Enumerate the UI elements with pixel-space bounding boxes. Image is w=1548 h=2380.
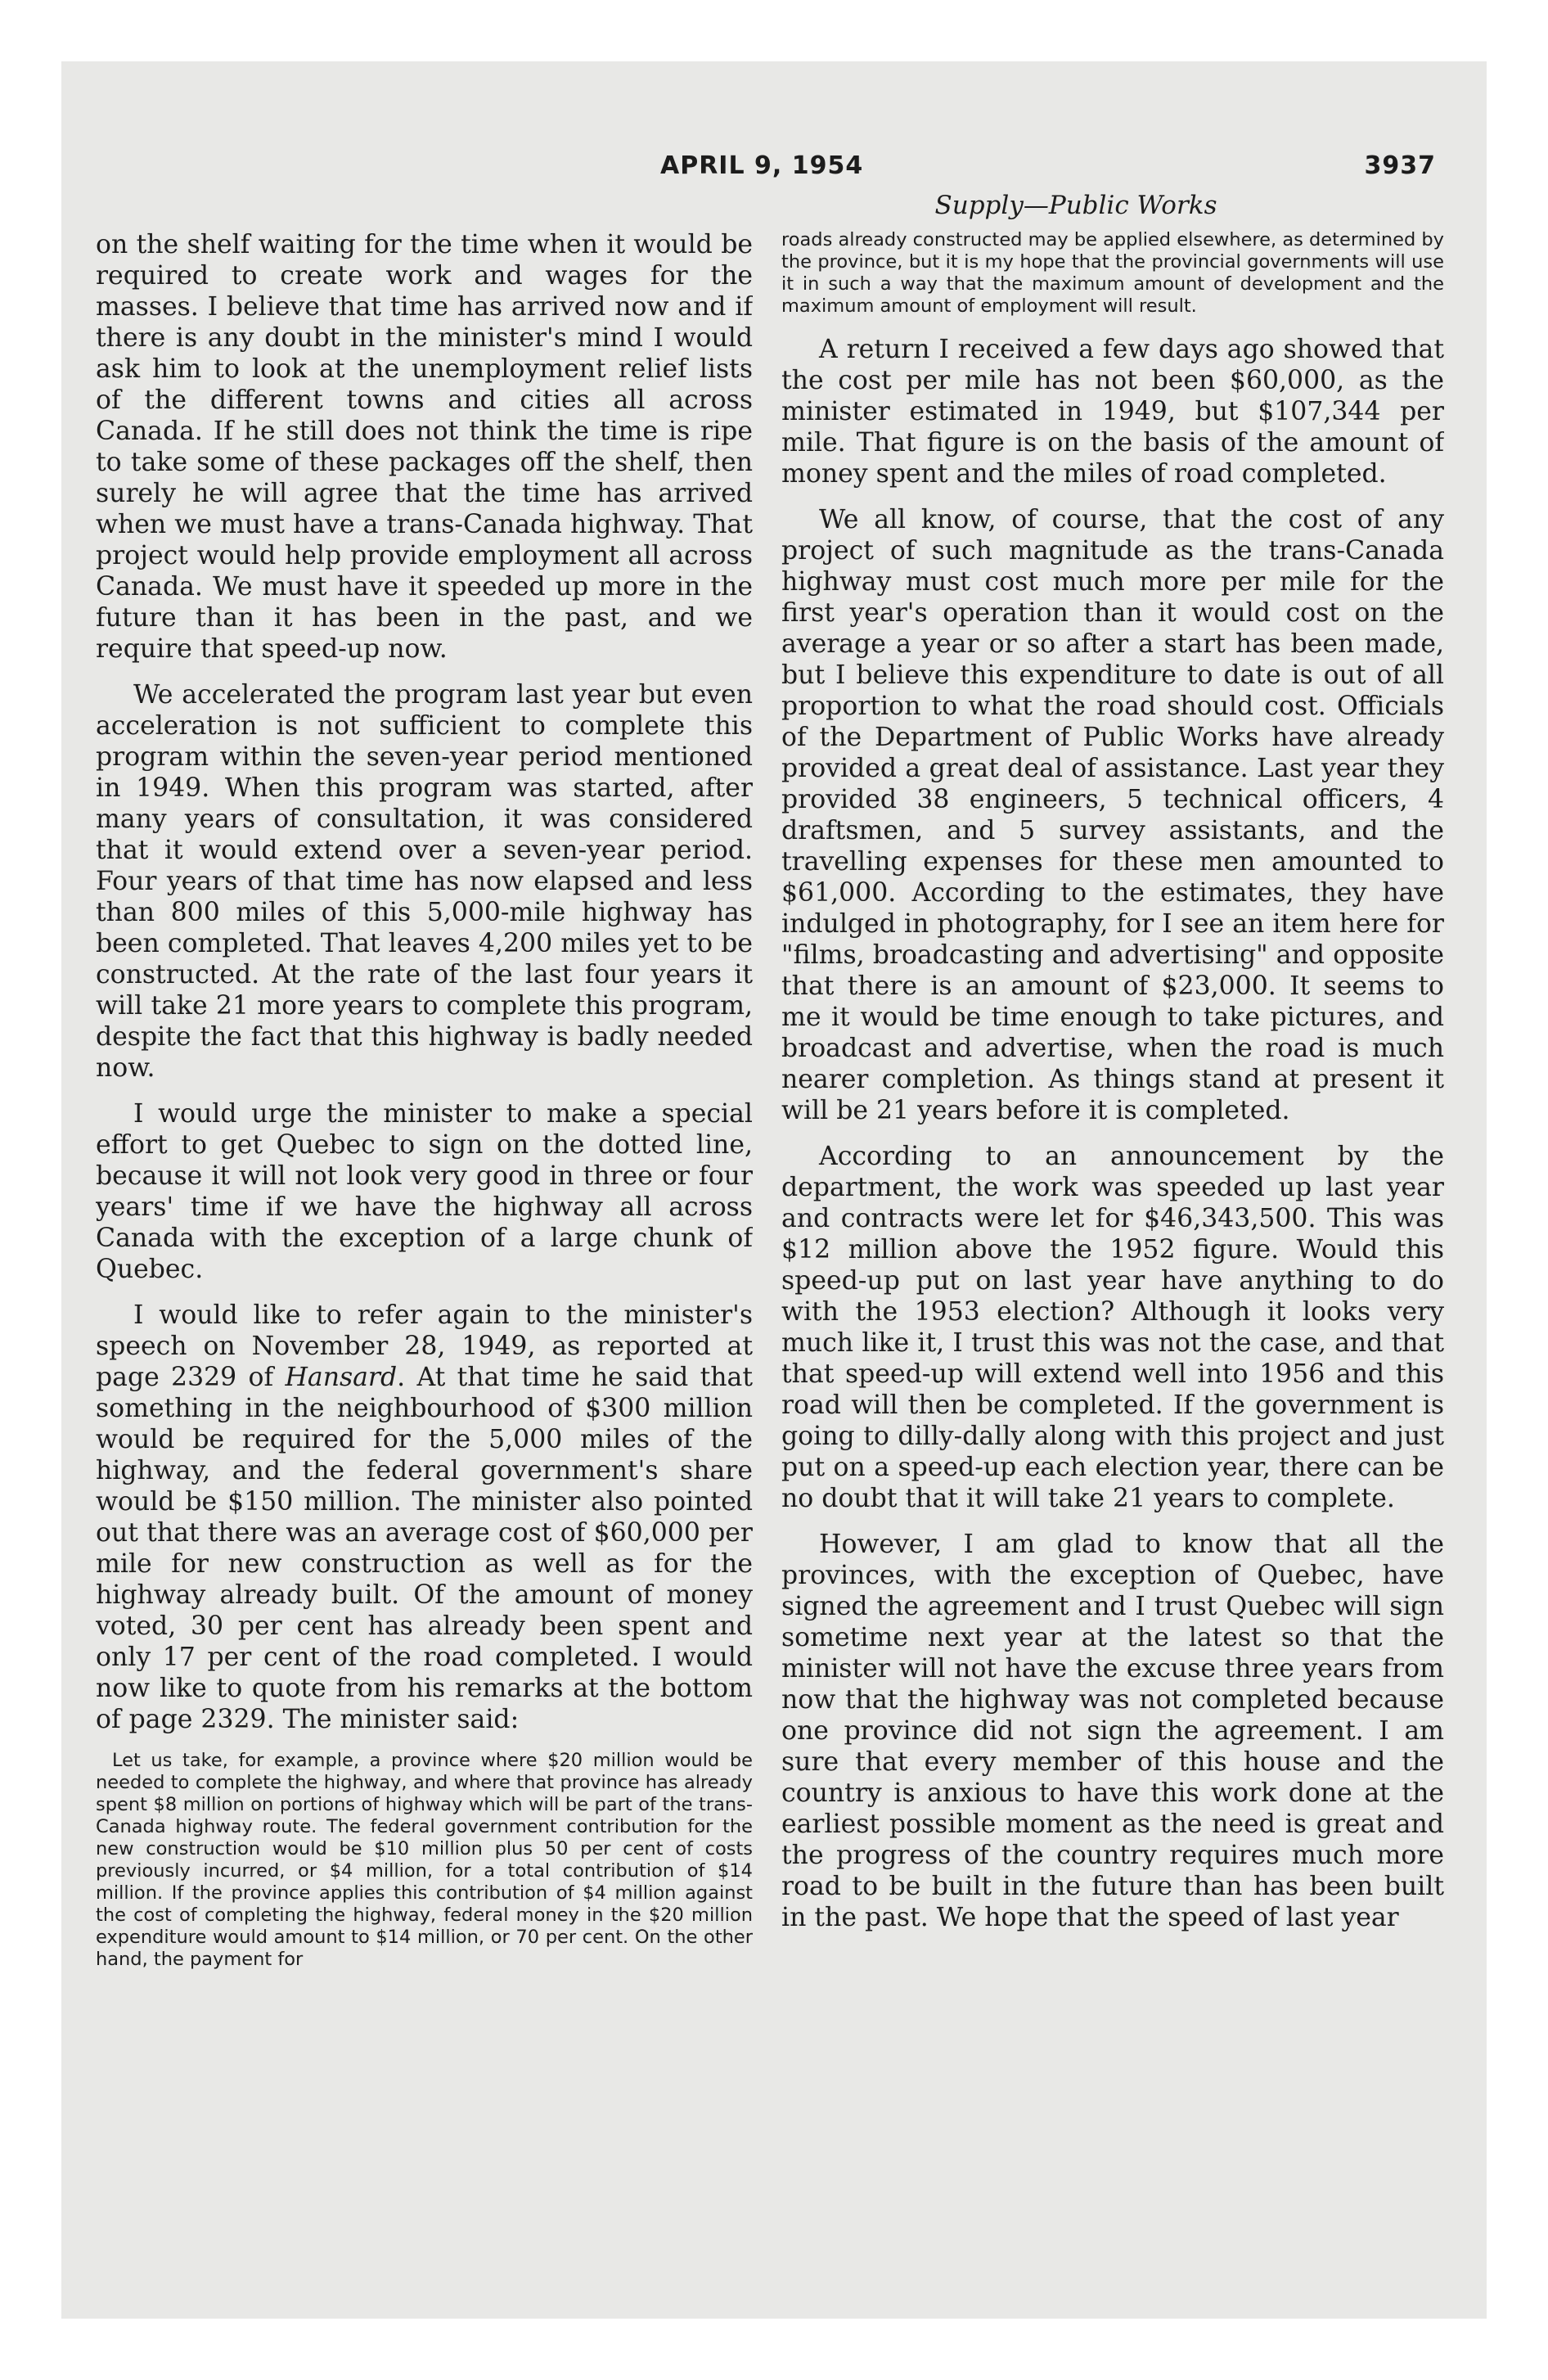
right-paragraph-4: However, I am glad to know that all the provinces, with the exception of Quebec, have signed the agreement and I trust Quebec will sign sometime next year at the latest so that the minister will not have the excuse three years from now that the highway was not completed because one province did not sign the agreement. I am sure that every member of this house and the country is anxious to have this work done at the earliest possible moment as the need is great and the progress of the country requires much more road to be built in the future than has been built in the past. We hope that the speed of last year xyxy=(781,1530,1444,1932)
left-paragraph-4-end: . At that time he said that something in the neighbourhood of $300 million would be required for the 5,000 miles of the highway, and the federal government's share would be $150 million. The minister also pointed out that there was an average cost of $60,000 per mile for new construction as well as for the highway already built. Of the amount of money voted, 30 per cent has already been spent and only 17 per cent of the road completed. I would now like to quote from his remarks at the bottom of page 2329. The minister said: xyxy=(96,1363,753,1734)
left-paragraph-4 xyxy=(96,1300,753,1735)
left-paragraph-1: on the shelf waiting for the time when it would be required to create work and wages for the masses. I believe that time has arrived now and if there is any doubt in the minister's mind I would ask him to look at the unemployment relief lists of the different towns and cities all across Canada. If he still does not think the time is ripe to take some of these packages off the shelf, then surely he will agree that the time has arrived when we must have a trans-Canada highway. That project would help provide employment all across Canada. We must have it speeded up more in the future than it has been in the past, and we require that speed-up now. xyxy=(96,230,753,664)
left-paragraph-4-start: I would like to refer again to the minister's speech on November 28, 1949, as reported at page 2329 of xyxy=(96,1300,753,1392)
right-paragraph-3: According to an announcement by the department, the work was speeded up last year and contracts were let for $46,343,500. This was $12 million above the 1952 figure. Would this speed-up put on last year have anything to do with the 1953 election? Although it looks very much like it, I trust this was not the case, and that that speed-up will extend well into 1956 and this road will then be completed. If the government is going to dilly-dally along with this project and just put on a speed-up each election year, there can be no doubt that it will take 21 years to complete. xyxy=(781,1142,1444,1513)
hansard-reference: Hansard xyxy=(285,1363,398,1392)
header-date: APRIL 9, 1954 xyxy=(660,151,864,180)
left-paragraph-2: We accelerated the program last year but even acceleration is not sufficient to complete this program within the seven-year period mentioned in 1949. When this program was started, after many years of consultation, it was considered that it would extend over a seven-year period. Four years of that time has now elapsed and less than 800 miles of this 5,000-mile highway has been completed. That leaves 4,200 miles yet to be constructed. At the rate of the last four years it will take 21 more years to complete this program, despite the fact that this highway is badly needed now. xyxy=(96,680,753,1083)
right-column xyxy=(781,229,1444,2275)
minister-quote-continued: roads already constructed may be applied elsewhere, as determined by the province, but it is my hope that the provincial governments will use it in such a way that the maximum amount of development and the maximum amount of employment will result. xyxy=(781,229,1444,317)
page-number: 3937 xyxy=(1364,151,1436,180)
section-title: Supply—Public Works xyxy=(934,191,1217,220)
minister-quote: Let us take, for example, a province where $20 million would be needed to complete the highway, and where that province has already spent $8 million on portions of highway which will be part of the trans-Canada highway route. The federal government contribution for the new construction would be $10 million plus 50 per cent of costs previously incurred, or $4 million, for a total contribution of $14 million. If the province applies this contribution of $4 million against the cost of completing the highway, federal money in the $20 million expenditure would amount to $14 million, or 70 per cent. On the other hand, the payment for xyxy=(96,1750,753,1970)
document-page xyxy=(61,61,1487,2319)
right-paragraph-1: A return I received a few days ago showed that the cost per mile has not been $60,000, as the minister estimated in 1949, but $107,344 per mile. That figure is on the basis of the amount of money spent and the miles of road completed. xyxy=(781,335,1444,489)
page-header xyxy=(61,151,1487,192)
left-paragraph-3: I would urge the minister to make a special effort to get Quebec to sign on the dotted line, because it will not look very good in three or four years' time if we have the highway all across Canada with the exception of a large chunk of Quebec. xyxy=(96,1099,753,1284)
right-paragraph-2: We all know, of course, that the cost of any project of such magnitude as the trans-Canada highway must cost much more per mile for the first year's operation than it would cost on the average a year or so after a start has been made, but I believe this expenditure to date is out of all proportion to what the road should cost. Officials of the Department of Public Works have already provided a great deal of assistance. Last year they provided 38 engineers, 5 technical officers, 4 draftsmen, and 5 survey assistants, and the travelling expenses for these men amounted to $61,000. According to the estimates, they have indulged in photography, for I see an item here for "films, broadcasting and advertising" and opposite that there is an amount of $23,000. It seems to me it would be time enough to take pictures, and broadcast and advertise, when the road is much nearer completion. As things stand at present it will be 21 years before it is completed. xyxy=(781,505,1444,1125)
left-column xyxy=(96,229,753,2275)
